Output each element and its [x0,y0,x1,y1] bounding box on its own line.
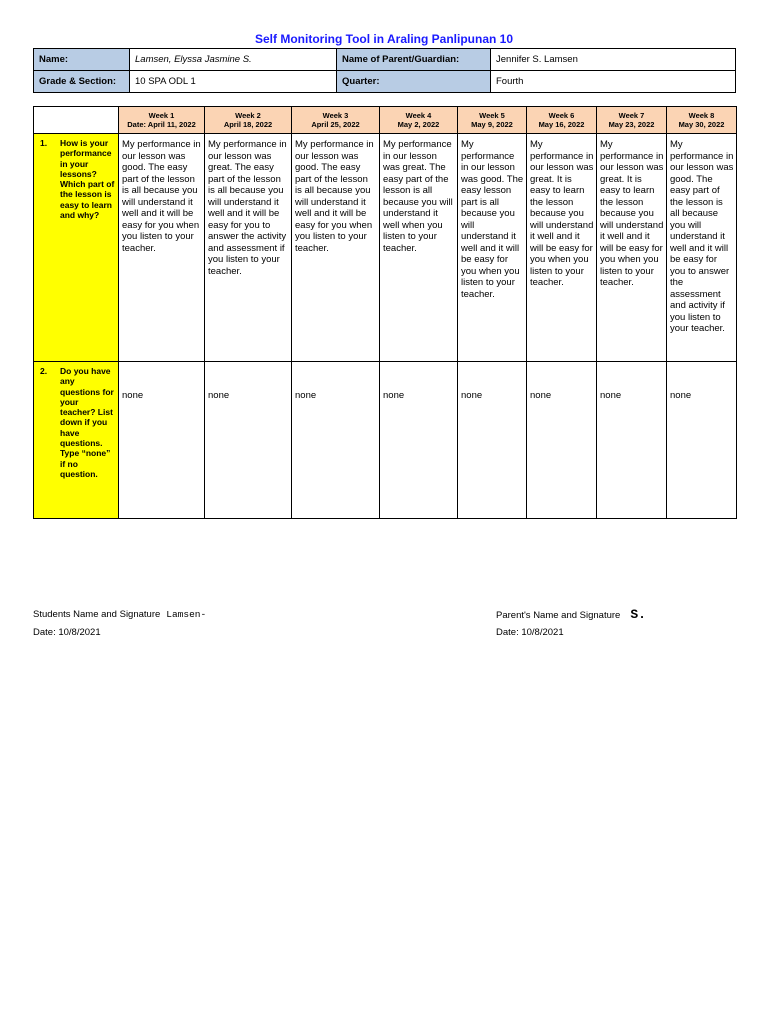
name-value: Lamsen, Elyssa Jasmine S. [130,49,337,71]
monitoring-table [33,106,737,519]
question-text: Do you have any questions for your teacher? List down if you have questions. Type “none” if no question. [60,366,114,479]
answer-cell: none [667,362,737,519]
week-header [380,107,458,134]
week-label: Week 7 [618,111,645,120]
document-title: Self Monitoring Tool in Araling Panlipunan 10 [255,32,513,46]
week-header [527,107,597,134]
week-label: Week 3 [322,111,349,120]
week-label: Week 5 [479,111,505,120]
week-date: May 30, 2022 [678,120,725,129]
week-date: Date: April 11, 2022 [127,120,196,129]
week-header [458,107,527,134]
answer-cell: My performance in our lesson was good. The easy part of the lesson is all because you will understand it well and it will be easy for you when you listen to your teacher. [119,134,205,362]
question-cell [34,362,119,519]
answer-cell: My performance in our lesson was great. The easy part of the lesson is all because you will understand it well when you listen to your teacher. [380,134,458,362]
answer-cell: My performance in our lesson was good. The easy part of the lesson is all because you will understand it well and it will be easy for you when you listen to your teacher. [292,134,380,362]
answer-cell: none [458,362,527,519]
answer-cell: none [597,362,667,519]
grade-value: 10 SPA ODL 1 [130,71,337,93]
answer-cell: My performance in our lesson was great. It is easy to learn the lesson because you will understand it well and it will be easy for you when you listen to your teacher. [597,134,667,362]
parent-signature-label: Parent's Name and Signature [496,610,621,621]
week-date: May 23, 2022 [608,120,655,129]
student-date: Date: 10/8/2021 [33,627,101,638]
week-date: May 9, 2022 [471,120,513,129]
answer-cell: My performance in our lesson was great. It is easy to learn the lesson because you will understand it well and it will be easy for you when you listen to your teacher. [527,134,597,362]
answer-cell: My performance in our lesson was great. The easy part of the lesson is all because you will understand it well and it will be easy for you to answer the activity and assessment if you listen to your teacher. [205,134,292,362]
week-label: Week 1 [148,111,175,120]
answer-cell: My performance in our lesson was good. The easy lesson part is all because you will understand it well and it will be easy for you when you listen to your teacher. [458,134,527,362]
grade-label: Grade & Section: [34,71,130,93]
week-label: Week 4 [405,111,432,120]
week-label: Week 6 [548,111,575,120]
answer-cell: none [205,362,292,519]
header-blank [34,107,119,134]
week-date: May 16, 2022 [538,120,585,129]
week-header [667,107,737,134]
week-header [597,107,667,134]
quarter-label: Quarter: [337,71,491,93]
question-text: How is your performance in your lessons? Which part of the lesson is easy to learn and why? [60,138,115,221]
question-row [34,362,737,519]
question-number: 2. [40,366,48,376]
parent-date: Date: 10/8/2021 [496,627,564,638]
answer-cell: My performance in our lesson was good. The easy part of the lesson is all because you will understand it well and it will be easy for you to answer the assessment and activity if you listen to your teacher. [667,134,737,362]
week-header [205,107,292,134]
week-date: April 25, 2022 [311,120,360,129]
week-header [119,107,205,134]
week-date: April 18, 2022 [223,120,273,129]
week-label: Week 2 [235,111,261,120]
quarter-value: Fourth [491,71,736,93]
name-label: Name: [34,49,130,71]
question-number: 1. [40,138,48,148]
week-header-row [34,107,737,134]
parent-label: Name of Parent/Guardian: [337,49,491,71]
student-signature-label: Students Name and Signature [33,609,161,620]
week-header [292,107,380,134]
student-signature-line [33,609,206,620]
answer-cell: none [119,362,205,519]
answer-cell: none [527,362,597,519]
week-label: Week 8 [688,111,715,120]
answer-cell: none [380,362,458,519]
parent-value: Jennifer S. Lamsen [491,49,736,71]
week-date: May 2, 2022 [397,120,440,129]
question-row [34,134,737,362]
parent-signature-mark: S. [630,607,646,622]
question-cell [34,134,119,362]
student-info-table [33,48,736,93]
answer-cell: none [292,362,380,519]
student-signature-mark: Lamsen- [166,609,207,620]
parent-signature-line [496,607,646,622]
